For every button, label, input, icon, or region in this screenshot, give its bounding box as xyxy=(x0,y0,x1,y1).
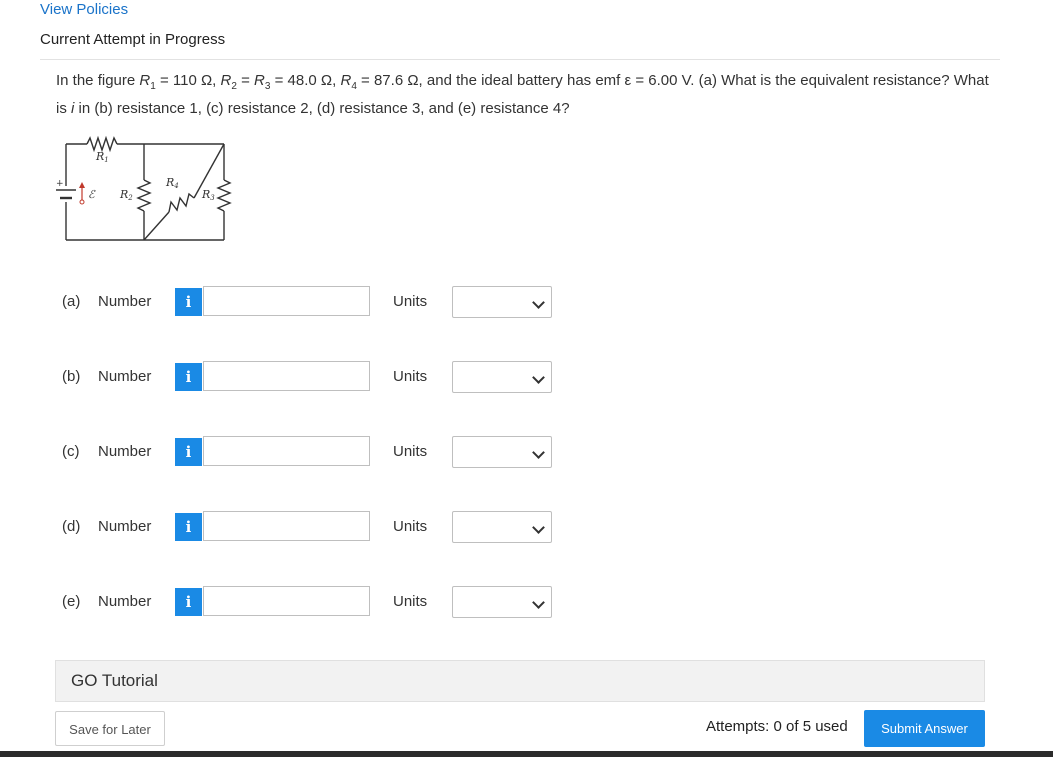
info-icon[interactable]: i xyxy=(175,363,202,391)
part-label: (a) xyxy=(62,293,81,310)
save-for-later-button[interactable]: Save for Later xyxy=(55,711,165,746)
info-icon[interactable]: i xyxy=(175,588,202,616)
divider xyxy=(40,59,1000,60)
bottom-bar xyxy=(0,751,1053,757)
go-tutorial-panel[interactable] xyxy=(55,660,985,702)
answer-row-e xyxy=(62,586,562,618)
go-tutorial-label: GO Tutorial xyxy=(71,671,158,690)
number-input-a[interactable] xyxy=(203,286,370,316)
submit-answer-button[interactable]: Submit Answer xyxy=(864,710,985,747)
info-icon[interactable]: i xyxy=(175,438,202,466)
view-policies-link[interactable]: View Policies xyxy=(40,1,129,18)
units-label: Units xyxy=(393,518,428,535)
answer-row-a xyxy=(62,286,562,318)
r2-label: R2 xyxy=(120,188,133,202)
resistor-r4 xyxy=(169,194,194,212)
number-label: Number xyxy=(98,593,152,610)
chevron-down-icon xyxy=(532,446,545,459)
units-select-a[interactable] xyxy=(452,286,552,318)
question-text: In the figure $R_1 = 110$ Ω, $R_2 = R_3 = 48.0$ Ω, $R_4 = 87.6$ Ω, and the ideal battery has emf ε = 6.00 V. (a) What is the equivalent resistance? What is i in (b) resistance 1, (c) resistance 2, (d) resistance 3, and (e) resistance 4? xyxy=(56,72,989,117)
chevron-down-icon xyxy=(532,596,545,609)
answer-row-c xyxy=(62,436,562,468)
info-icon[interactable]: i xyxy=(175,513,202,541)
emf-arrow-icon xyxy=(79,182,85,204)
number-label: Number xyxy=(98,368,152,385)
units-select-d[interactable] xyxy=(452,511,552,543)
units-label: Units xyxy=(393,293,428,310)
emf-label: ℰ xyxy=(88,188,95,201)
number-input-d[interactable] xyxy=(203,511,370,541)
info-icon[interactable]: i xyxy=(175,288,202,316)
resistor-r1 xyxy=(87,138,117,150)
chevron-down-icon xyxy=(532,521,545,534)
answer-row-d xyxy=(62,511,562,543)
r4-label: R4 xyxy=(166,176,179,190)
resistor-r2 xyxy=(138,180,150,211)
units-select-e[interactable] xyxy=(452,586,552,618)
circuit-diagram xyxy=(54,128,234,248)
number-label: Number xyxy=(98,443,152,460)
part-label: (b) xyxy=(62,368,81,385)
number-label: Number xyxy=(98,293,152,310)
units-label: Units xyxy=(393,443,428,460)
number-input-e[interactable] xyxy=(203,586,370,616)
part-label: (c) xyxy=(62,443,80,460)
attempts-counter: Attempts: 0 of 5 used xyxy=(706,718,848,735)
plus-label: + xyxy=(56,179,64,189)
number-input-b[interactable] xyxy=(203,361,370,391)
r3-label: R3 xyxy=(202,188,215,202)
part-label: (d) xyxy=(62,518,81,535)
units-select-c[interactable] xyxy=(452,436,552,468)
answer-row-b xyxy=(62,361,562,393)
number-input-c[interactable] xyxy=(203,436,370,466)
attempt-heading: Current Attempt in Progress xyxy=(40,31,226,48)
chevron-down-icon xyxy=(532,371,545,384)
units-label: Units xyxy=(393,593,428,610)
chevron-down-icon xyxy=(532,296,545,309)
units-select-b[interactable] xyxy=(452,361,552,393)
resistor-r3 xyxy=(218,180,230,211)
units-label: Units xyxy=(393,368,428,385)
number-label: Number xyxy=(98,518,152,535)
part-label: (e) xyxy=(62,593,81,610)
r1-label: R1 xyxy=(96,150,109,164)
